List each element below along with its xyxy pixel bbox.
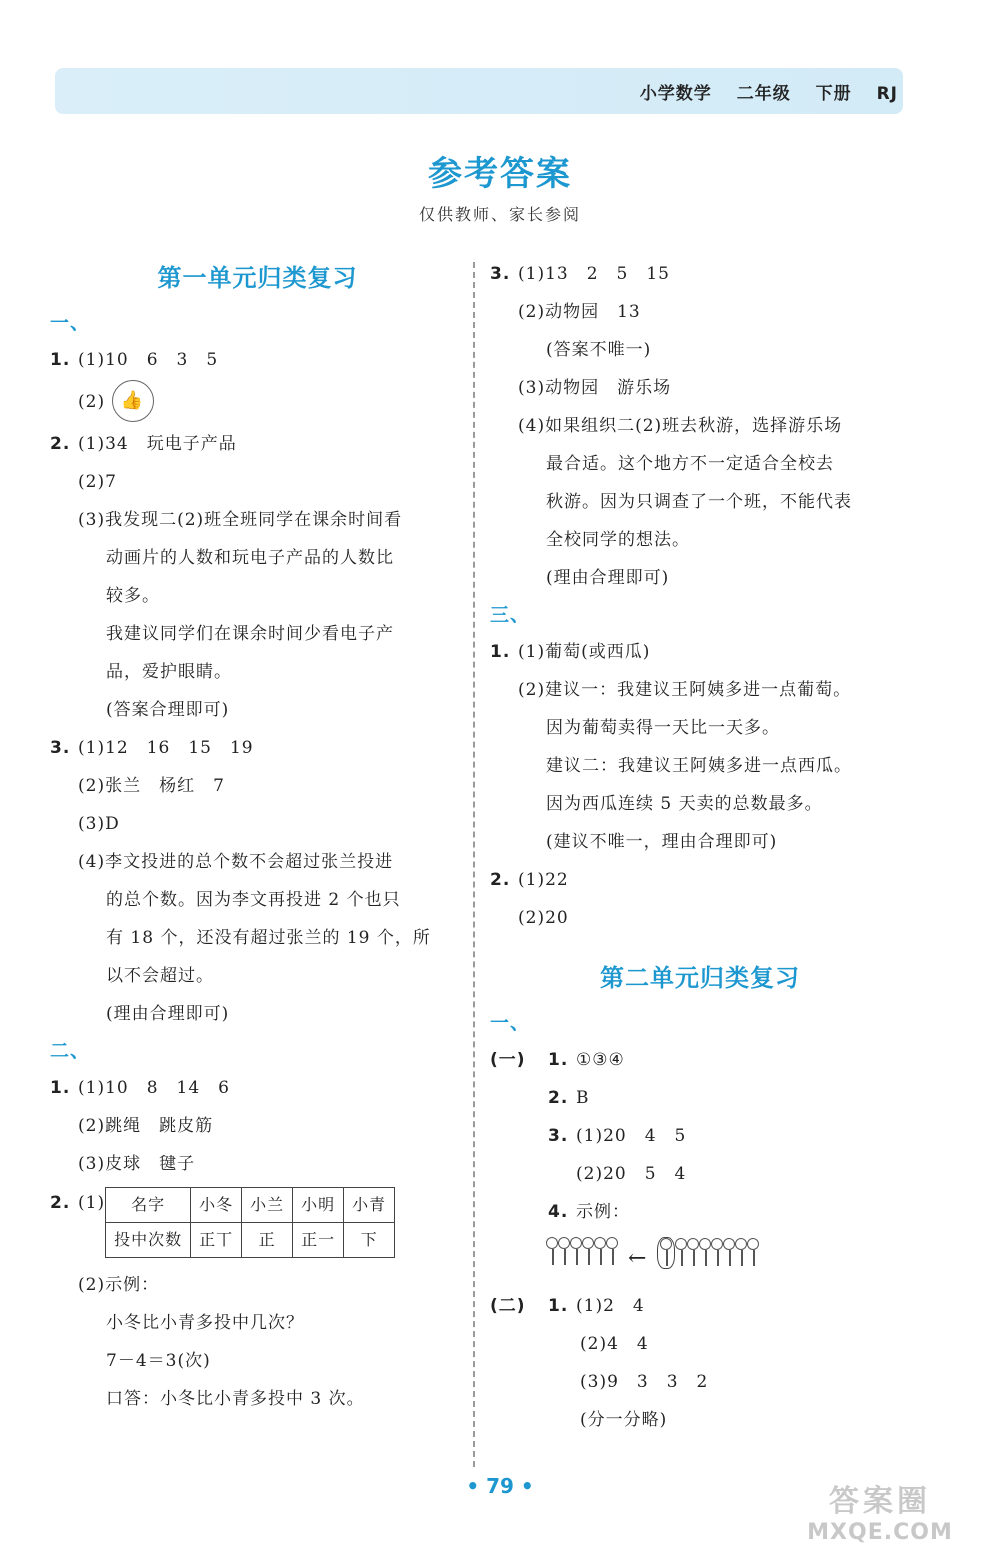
lollipop-icon xyxy=(594,1237,604,1267)
table-cell: 小冬 xyxy=(191,1188,242,1223)
table-cell: 正一 xyxy=(293,1223,344,1258)
lollipop-icon xyxy=(747,1238,757,1268)
answer-line: (3)9 3 3 2 xyxy=(580,1372,709,1392)
answer-line: 较多。 xyxy=(106,586,160,606)
answer-text: ①③④ xyxy=(576,1050,625,1070)
answer-text: B xyxy=(576,1088,590,1108)
question-number: 1. xyxy=(50,350,71,370)
answer-line: (2)20 xyxy=(518,908,569,928)
subject: 小学数学 xyxy=(639,84,712,104)
answer-item xyxy=(490,861,910,899)
table-cell: 名字 xyxy=(106,1188,191,1223)
lollipop-icon xyxy=(582,1237,592,1267)
answer-line: 秋游。因为只调查了一个班，不能代表 xyxy=(546,492,852,512)
answer-text: (1)2 4 xyxy=(576,1296,645,1316)
lollipop-icon xyxy=(675,1238,685,1268)
answer-text: (1)34 玩电子产品 xyxy=(78,434,237,454)
answer-line: 小冬比小青多投中几次？ xyxy=(106,1313,304,1333)
lollipop-icon xyxy=(660,1238,670,1268)
answer-item xyxy=(490,633,910,671)
answer-text: (1) xyxy=(78,1193,106,1213)
answer-text: (1)葡萄(或西瓜) xyxy=(518,642,651,662)
group-label: (二) xyxy=(490,1296,526,1316)
answer-text: 示例： xyxy=(576,1202,630,1222)
lollipop-icon xyxy=(558,1237,568,1267)
answer-item xyxy=(50,729,465,767)
lollipop-group xyxy=(657,1237,759,1282)
answer-text: (1)20 4 5 xyxy=(576,1126,687,1146)
section-heading: 一、 xyxy=(50,312,91,334)
section-heading: 三、 xyxy=(490,604,531,626)
lollipop-group xyxy=(546,1237,618,1281)
answer-line: 最合适。这个地方不一定适合全校去 xyxy=(546,454,834,474)
answer-line: (2)示例： xyxy=(78,1275,160,1295)
answer-item xyxy=(490,1117,910,1155)
answer-note: (建议不唯一，理由合理即可) xyxy=(546,832,778,852)
lollipop-icon xyxy=(687,1238,697,1268)
question-number: 3. xyxy=(548,1126,569,1146)
answer-line: 7－4＝3(次) xyxy=(106,1351,211,1371)
answer-text: (1)22 xyxy=(518,870,569,890)
answer-note: (理由合理即可) xyxy=(546,568,670,588)
table-cell: 下 xyxy=(344,1223,395,1258)
answer-line: (2)建议一：我建议王阿姨多进一点葡萄。 xyxy=(518,680,852,700)
question-number: 2. xyxy=(50,1193,71,1213)
lollipop-icon xyxy=(699,1238,709,1268)
answer-line: 因为葡萄卖得一天比一天多。 xyxy=(546,718,780,738)
question-number: 2. xyxy=(548,1088,569,1108)
group-label: (一) xyxy=(490,1050,526,1070)
answer-item xyxy=(490,1193,910,1231)
answer-item xyxy=(50,341,465,379)
page-subtitle: 仅供教师、家长参阅 xyxy=(418,205,581,224)
book-info xyxy=(622,79,898,104)
answer-line: 有 18 个，还没有超过张兰的 19 个，所 xyxy=(106,928,431,948)
answer-item xyxy=(490,255,910,293)
answer-line: 动画片的人数和玩电子产品的人数比 xyxy=(106,548,394,568)
thumbs-up-icon: 👍 xyxy=(112,380,154,422)
unit2-title: 第二单元归类复习 xyxy=(600,964,800,992)
answer-line: (3)动物园 游乐场 xyxy=(518,378,672,398)
question-number xyxy=(548,1155,576,1193)
answer-item xyxy=(490,1287,910,1325)
term: 下册 xyxy=(815,84,852,104)
answer-line: (3)皮球 毽子 xyxy=(78,1154,196,1174)
answer-note: (答案合理即可) xyxy=(106,700,230,720)
page-number: • 79 • xyxy=(466,1474,534,1498)
column-divider xyxy=(473,262,475,1467)
tally-table xyxy=(105,1187,395,1258)
question-number: 2. xyxy=(490,870,511,890)
edition: RJ xyxy=(876,84,898,104)
table-cell: 投中次数 xyxy=(106,1223,191,1258)
unit1-title: 第一单元归类复习 xyxy=(157,264,358,292)
answer-line: 全校同学的想法。 xyxy=(546,530,690,550)
left-column xyxy=(50,255,465,1418)
answer-text: (2)20 5 4 xyxy=(576,1164,687,1184)
answer-text: (1)10 6 3 5 xyxy=(78,350,219,370)
grouping-diagram xyxy=(490,1231,910,1287)
answer-item xyxy=(50,1183,465,1258)
answer-text: (2) xyxy=(78,392,106,412)
answer-line: (2)动物园 13 xyxy=(518,302,641,322)
answer-item xyxy=(50,425,465,463)
table-cell: 正丅 xyxy=(191,1223,242,1258)
answer-line: 口答：小冬比小青多投中 3 次。 xyxy=(106,1389,365,1409)
question-number: 4. xyxy=(548,1202,569,1222)
lollipop-icon xyxy=(711,1238,721,1268)
section-heading: 二、 xyxy=(50,1040,91,1062)
table-cell: 小青 xyxy=(344,1188,395,1223)
question-number: 3. xyxy=(50,738,71,758)
watermark xyxy=(780,1476,980,1545)
lollipop-icon xyxy=(546,1237,556,1267)
answer-line: (2)跳绳 跳皮筋 xyxy=(78,1116,214,1136)
answer-line: (2)4 4 xyxy=(580,1334,649,1354)
question-number: 2. xyxy=(50,434,71,454)
circled-lollipop xyxy=(657,1237,675,1269)
answer-line: 品，爱护眼睛。 xyxy=(106,662,232,682)
answer-item xyxy=(490,1079,910,1117)
answer-note: (答案不唯一) xyxy=(546,340,652,360)
lollipop-icon xyxy=(606,1237,616,1267)
question-number: 1. xyxy=(50,1078,71,1098)
answer-item xyxy=(490,1041,910,1079)
answer-note: (分一分略) xyxy=(580,1410,668,1430)
lollipop-icon xyxy=(570,1237,580,1267)
table-cell: 正 xyxy=(242,1223,293,1258)
answer-line: 我建议同学们在课余时间少看电子产 xyxy=(106,624,394,644)
question-number: 1. xyxy=(548,1050,569,1070)
table-row xyxy=(106,1223,395,1258)
answer-note: (理由合理即可) xyxy=(106,1004,230,1024)
answer-line: (3)我发现二(2)班全班同学在课余时间看 xyxy=(78,510,403,530)
answer-line xyxy=(50,379,465,425)
grade: 二年级 xyxy=(736,84,791,104)
answer-line: (2)张兰 杨红 7 xyxy=(78,776,225,796)
arrow-left-icon: ← xyxy=(628,1246,648,1271)
answer-text: (1)10 8 14 6 xyxy=(78,1078,230,1098)
watermark-url: MXQE.COM xyxy=(807,1520,953,1545)
answer-text: (1)12 16 15 19 xyxy=(78,738,254,758)
table-cell: 小兰 xyxy=(242,1188,293,1223)
table-cell: 小明 xyxy=(293,1188,344,1223)
grouping-figure xyxy=(546,1237,759,1282)
right-column xyxy=(490,255,910,1439)
answer-item xyxy=(50,1069,465,1107)
question-number: 1. xyxy=(490,642,511,662)
answer-line: 以不会超过。 xyxy=(106,966,214,986)
watermark-text: 答案圈 xyxy=(829,1484,931,1519)
lollipop-icon xyxy=(735,1238,745,1268)
answer-line: (4)如果组织二(2)班去秋游，选择游乐场 xyxy=(518,416,843,436)
page-title: 参考答案 xyxy=(428,154,572,194)
table-header-row xyxy=(106,1188,395,1223)
answer-text: (1)13 2 5 15 xyxy=(518,264,670,284)
question-number: 3. xyxy=(490,264,511,284)
answer-line: 因为西瓜连续 5 天卖的总数最多。 xyxy=(546,794,823,814)
answer-line: 的总个数。因为李文再投进 2 个也只 xyxy=(106,890,401,910)
answer-line: (2)7 xyxy=(78,472,117,492)
answer-line: (3)D xyxy=(78,814,120,834)
question-number: 1. xyxy=(548,1296,569,1316)
answer-line: 建议二：我建议王阿姨多进一点西瓜。 xyxy=(546,756,852,776)
answer-item xyxy=(490,1155,910,1193)
section-heading: 一、 xyxy=(490,1012,531,1034)
lollipop-icon xyxy=(723,1238,733,1268)
answer-line: (4)李文投进的总个数不会超过张兰投进 xyxy=(78,852,394,872)
